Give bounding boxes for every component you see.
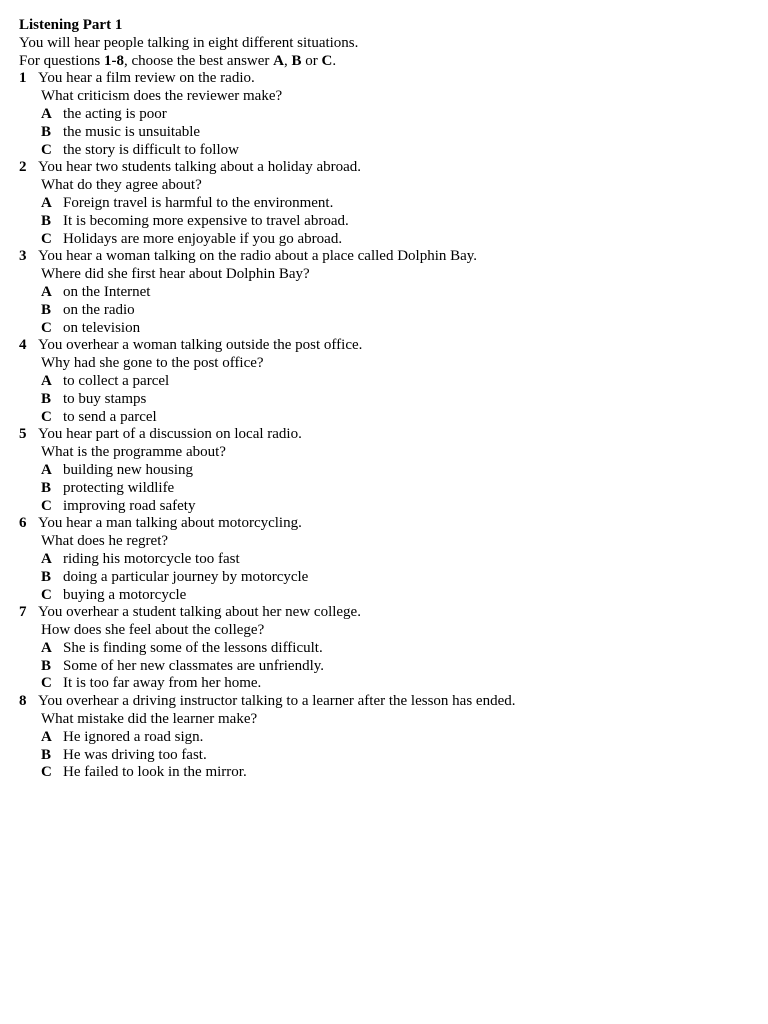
option-letter: C (41, 675, 52, 692)
option-text: on the radio (63, 301, 135, 318)
question-number: 1 (19, 70, 27, 87)
option-text: the acting is poor (63, 105, 167, 122)
option-letter: A (41, 728, 52, 745)
answer-option (19, 124, 768, 142)
option-text: Holidays are more enjoyable if you go abroad. (63, 230, 343, 247)
option-text: riding his motorcycle too fast (63, 550, 240, 567)
answer-option (19, 462, 768, 480)
option-letter: C (41, 319, 52, 336)
question-number: 5 (19, 426, 27, 443)
question-block (19, 426, 768, 515)
question-number: 4 (19, 337, 27, 354)
option-letter: A (41, 105, 52, 122)
question-situation-line (19, 693, 768, 711)
option-text: doing a particular journey by motorcycle (63, 568, 309, 585)
option-text: Foreign travel is harmful to the environment. (63, 194, 334, 211)
option-text: to send a parcel (63, 408, 157, 425)
answer-option (19, 551, 768, 569)
question-stem: What does he regret? (41, 533, 169, 550)
answer-option (19, 195, 768, 213)
intro-text: You will hear people talking in eight different situations. (19, 34, 359, 51)
option-letter: A (41, 461, 52, 478)
question-situation-line (19, 248, 768, 266)
option-text: the music is unsuitable (63, 123, 201, 140)
answer-option (19, 142, 768, 160)
answer-option (19, 675, 768, 693)
option-text: He was driving too fast. (63, 746, 207, 763)
option-letter: C (41, 230, 52, 247)
question-situation-line (19, 70, 768, 88)
answer-option (19, 747, 768, 765)
question-situation: You hear a film review on the radio. (38, 70, 255, 87)
instruction-middle: , choose the best answer (124, 52, 274, 69)
question-situation: You hear a man talking about motorcycling. (38, 515, 302, 532)
instruction-range: 1-8 (104, 52, 125, 69)
answer-option (19, 480, 768, 498)
answer-option (19, 373, 768, 391)
option-letter: B (41, 568, 52, 585)
option-text: on the Internet (63, 283, 151, 300)
instruction-sep1: , (283, 52, 292, 69)
answer-option (19, 498, 768, 516)
question-situation-line (19, 337, 768, 355)
question-block (19, 604, 768, 693)
question-situation-line (19, 426, 768, 444)
question-stem: Where did she first hear about Dolphin Bay? (41, 266, 310, 283)
question-block (19, 159, 768, 248)
option-letter: B (41, 123, 52, 140)
option-letter: B (41, 479, 52, 496)
question-block (19, 693, 768, 782)
question-number: 8 (19, 693, 27, 710)
question-block (19, 70, 768, 159)
question-number: 7 (19, 604, 27, 621)
option-letter: A (41, 194, 52, 211)
answer-option (19, 658, 768, 676)
question-number: 6 (19, 515, 27, 532)
answer-option (19, 320, 768, 338)
question-situation: You hear two students talking about a holiday abroad. (38, 159, 362, 176)
option-letter: A (41, 372, 52, 389)
option-text: It is becoming more expensive to travel abroad. (63, 212, 349, 229)
question-situation: You overhear a student talking about her new college. (38, 604, 361, 621)
answer-option (19, 409, 768, 427)
question-situation-line (19, 515, 768, 533)
question-stem: What do they agree about? (41, 177, 202, 194)
option-letter: B (41, 212, 52, 229)
option-text: improving road safety (63, 497, 196, 514)
question-situation: You overhear a driving instructor talking to a learner after the lesson has ended. (38, 693, 516, 710)
option-letter: C (41, 764, 52, 781)
option-letter: C (41, 497, 52, 514)
instruction-a: A (273, 52, 284, 69)
answer-option (19, 213, 768, 231)
instruction-prefix: For questions (19, 52, 105, 69)
option-text: She is finding some of the lessons difficult. (63, 639, 323, 656)
option-text: He failed to look in the mirror. (63, 764, 247, 781)
instruction-c: C (321, 52, 333, 69)
question-block (19, 337, 768, 426)
question-stem: What mistake did the learner make? (41, 711, 258, 728)
option-text: Some of her new classmates are unfriendly. (63, 657, 325, 674)
option-text: the story is difficult to follow (63, 141, 239, 158)
answer-option (19, 569, 768, 587)
answer-option (19, 231, 768, 249)
page-title: Listening Part 1 (19, 17, 123, 33)
question-situation-line (19, 604, 768, 622)
option-text: to buy stamps (63, 390, 147, 407)
option-text: protecting wildlife (63, 479, 175, 496)
answer-option (19, 106, 768, 124)
question-block (19, 248, 768, 337)
option-text: He ignored a road sign. (63, 728, 204, 745)
instruction-b: B (291, 52, 302, 69)
instruction-sep2: or (301, 52, 322, 69)
question-stem: Why had she gone to the post office? (41, 355, 264, 372)
question-situation: You hear a woman talking on the radio about a place called Dolphin Bay. (38, 248, 478, 265)
answer-option (19, 302, 768, 320)
instruction-text (19, 53, 768, 71)
question-list (19, 70, 768, 782)
question-stem: What is the programme about? (41, 444, 226, 461)
answer-option (19, 764, 768, 782)
question-block (19, 515, 768, 604)
question-situation: You hear part of a discussion on local radio. (38, 426, 302, 443)
option-letter: B (41, 301, 52, 318)
question-number: 2 (19, 159, 27, 176)
question-stem: What criticism does the reviewer make? (41, 88, 283, 105)
option-letter: A (41, 639, 52, 656)
option-letter: A (41, 550, 52, 567)
question-number: 3 (19, 248, 27, 265)
option-letter: B (41, 390, 52, 407)
question-situation-line (19, 159, 768, 177)
answer-option (19, 729, 768, 747)
option-text: It is too far away from her home. (63, 675, 262, 692)
option-letter: C (41, 141, 52, 158)
answer-option (19, 587, 768, 605)
option-letter: B (41, 746, 52, 763)
option-text: buying a motorcycle (63, 586, 187, 603)
option-letter: C (41, 408, 52, 425)
option-letter: B (41, 657, 52, 674)
option-text: to collect a parcel (63, 372, 170, 389)
answer-option (19, 284, 768, 302)
question-situation: You overhear a woman talking outside the post office. (38, 337, 363, 354)
question-stem: How does she feel about the college? (41, 622, 265, 639)
answer-option (19, 391, 768, 409)
option-text: on television (63, 319, 141, 336)
option-text: building new housing (63, 461, 193, 478)
answer-option (19, 640, 768, 658)
option-letter: C (41, 586, 52, 603)
option-letter: A (41, 283, 52, 300)
instruction-end: . (332, 52, 337, 69)
